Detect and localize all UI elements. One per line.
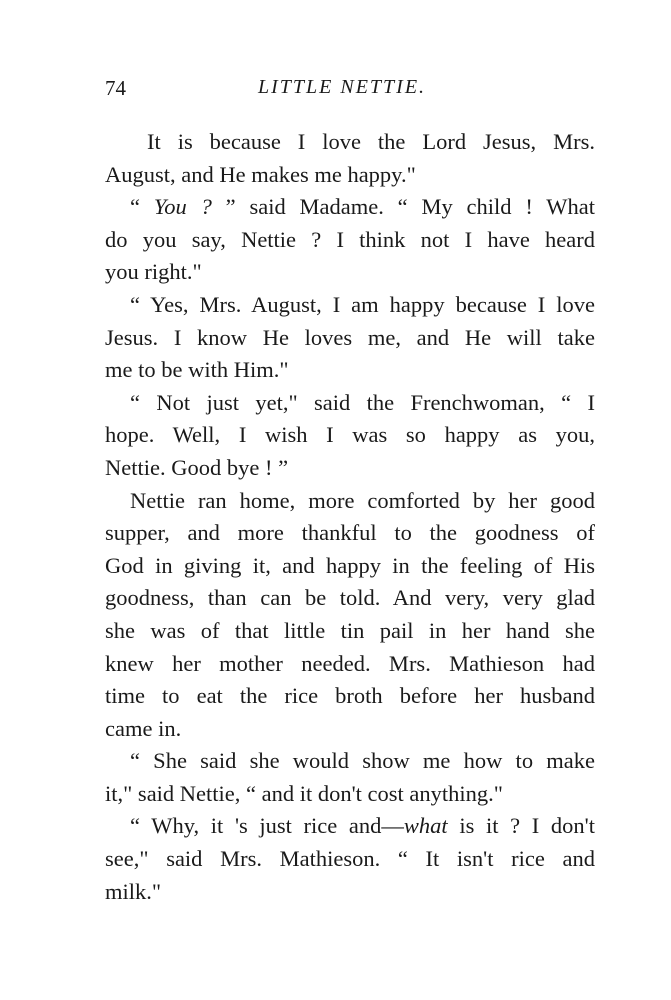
text-line: Nettie. Good bye ! ” [105,454,289,480]
paragraph [105,191,595,289]
text-line: knew her mother needed. Mrs. Mathieson had [105,650,595,676]
text-line: God in giving it, and happy in the feeling of His [105,552,595,578]
text-line [105,191,595,224]
paragraph [105,387,595,485]
text-line: Jesus. I know He loves me, and He will take [105,324,595,350]
text-line: see," said Mrs. Mathieson. “ It isn't rice and [105,846,595,872]
text-line: you right." [105,259,202,285]
paragraph [105,745,595,810]
text-line [105,810,595,843]
text-line: “ Not just yet," said the Frenchwoman, “ I [130,389,595,415]
text-line: she was of that little tin pail in her hand she [105,617,595,643]
text-segment: is it ? I don't [447,813,595,839]
italic-text: You ? [153,194,212,220]
text-line: supper, and more thankful to the goodness of [105,520,595,546]
text-line: hope. Well, I wish I was so happy as you, [105,422,595,448]
paragraph [105,485,595,746]
text-line: goodness, than can be told. And very, very glad [105,585,595,611]
text-segment: “ Why, it 's just rice and— [130,813,404,839]
body-text [105,126,595,908]
text-segment: “ [130,194,154,220]
running-title: LITTLE NETTIE. [258,76,427,98]
text-line: time to eat the rice broth before her husband [105,683,595,709]
text-line: It is because I love the Lord Jesus, Mrs. [147,129,595,154]
italic-text: what [403,813,448,839]
text-line: “ She said she would show me how to make [130,748,595,774]
text-line: came in. [105,715,182,741]
text-line: do you say, Nettie ? I think not I have heard [105,226,595,252]
text-segment: ” said Madame. “ My child ! What [211,194,595,220]
page-number: 74 [105,76,126,100]
text-line: milk." [105,878,162,904]
text-line: “ Yes, Mrs. August, I am happy because I love [130,291,595,317]
page-header [105,76,595,106]
paragraph [105,810,595,908]
paragraph [105,126,595,191]
paragraph [105,289,595,387]
text-line: August, and He makes me happy." [105,161,416,187]
text-line: it," said Nettie, “ and it don't cost anything." [105,780,503,806]
text-line: me to be with Him." [105,357,289,383]
text-line: Nettie ran home, more comforted by her good [130,487,595,513]
